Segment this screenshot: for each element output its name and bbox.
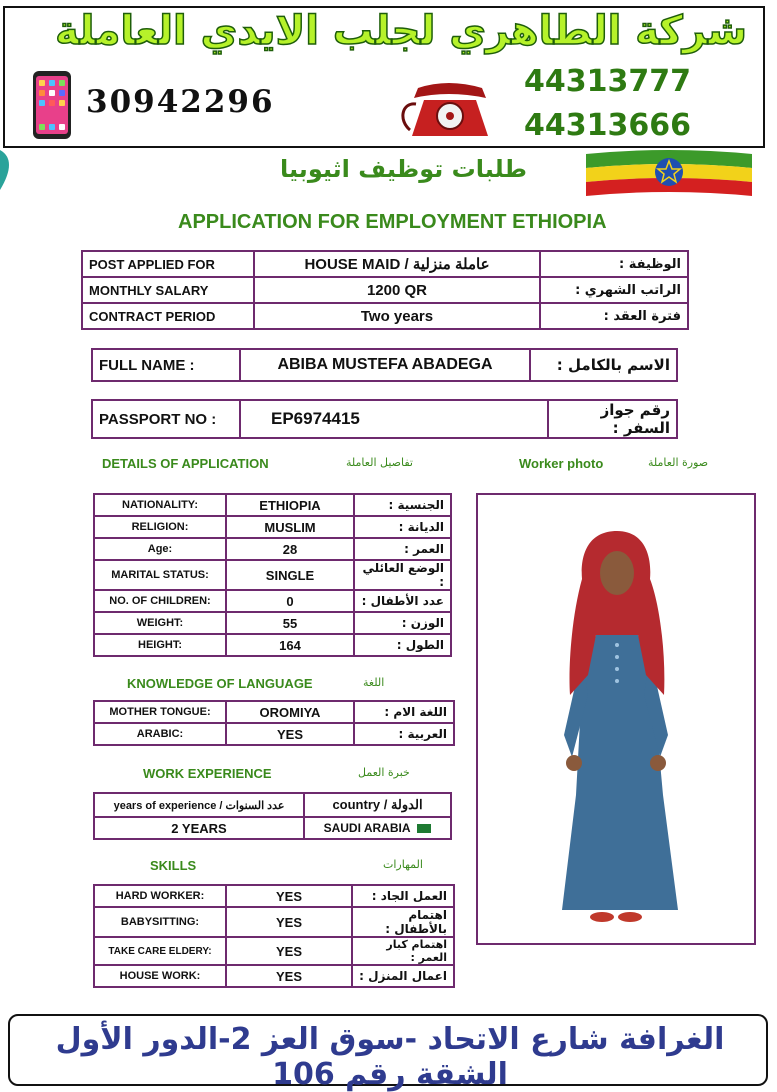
detail-label: RELIGION: [94,516,226,538]
detail-label: NO. OF CHILDREN: [94,590,226,612]
table-row [82,251,688,277]
details-table [93,493,452,657]
table-row [94,538,451,560]
table-row [94,516,451,538]
language-label: MOTHER TONGUE: [94,701,226,723]
language-heading: KNOWLEDGE OF LANGUAGE [127,676,313,691]
detail-label-arabic: الوضع العائلي : [354,560,451,590]
contract-label: CONTRACT PERIOD [82,303,254,329]
table-row [94,793,451,817]
details-heading: DETAILS OF APPLICATION [102,456,269,471]
detail-label: WEIGHT: [94,612,226,634]
skills-table [93,884,455,988]
details-heading-arabic: تفاصيل العاملة [346,456,413,469]
table-row [92,349,677,381]
table-row [94,701,454,723]
language-label-arabic: اللغة الام : [354,701,454,723]
detail-label-arabic: الجنسية : [354,494,451,516]
passport-value: EP6974415 [240,400,548,438]
experience-table [93,792,452,840]
landline-number-2: 44313666 [524,108,691,143]
skill-label: HARD WORKER: [94,885,226,907]
country-value-cell [304,817,451,839]
skill-label: TAKE CARE ELDERY: [94,937,226,965]
post-label: POST APPLIED FOR [82,251,254,277]
years-label: years of experience / عدد السنوات [94,793,304,817]
full-name-label: FULL NAME : [92,349,240,381]
skill-value: YES [226,965,352,987]
language-table [93,700,455,746]
skill-label-arabic: العمل الجاد : [352,885,454,907]
page-title-english: APPLICATION FOR EMPLOYMENT ETHIOPIA [178,211,607,233]
table-row [94,560,451,590]
mobile-number: 30942296 [86,84,275,120]
landline-number-1: 44313777 [524,64,691,99]
detail-label-arabic: الوزن : [354,612,451,634]
detail-value: 0 [226,590,354,612]
page-title-arabic: طلبات توظيف اثيوبيا [280,155,527,183]
table-row [94,937,454,965]
full-name-table [91,348,678,382]
skills-heading: SKILLS [150,858,197,873]
language-label: ARABIC: [94,723,226,745]
language-label-arabic: العربية : [354,723,454,745]
skill-value: YES [226,937,352,965]
ethiopia-flag-icon [586,150,752,196]
saudi-flag-icon [417,824,431,833]
table-row [94,723,454,745]
contract-value: Two years [254,303,540,329]
detail-value: 28 [226,538,354,560]
detail-label: Age: [94,538,226,560]
language-heading-arabic: اللغة [363,676,385,689]
skill-value: YES [226,907,352,937]
post-label-arabic: الوظيفة : [540,251,688,277]
company-name: شركة الطاهري لجلب الايدي العاملة [55,8,747,54]
table-row [94,590,451,612]
passport-label: PASSPORT NO : [92,400,240,438]
table-row [94,907,454,937]
mobile-phone-icon [32,70,72,140]
detail-label-arabic: العمر : [354,538,451,560]
full-name-label-arabic: الاسم بالكامل : [530,349,677,381]
detail-value: MUSLIM [226,516,354,538]
skill-label-arabic: اهتمام كبار العمر : [352,937,454,965]
skill-label-arabic: اهتمام بالأطفال : [352,907,454,937]
full-name-value: ABIBA MUSTEFA ABADEGA [240,349,530,381]
detail-value: 55 [226,612,354,634]
worker-figure-image [478,495,754,943]
skills-heading-arabic: المهارات [383,858,423,871]
table-row [94,885,454,907]
language-value: YES [226,723,354,745]
experience-heading-arabic: خبرة العمل [358,766,410,779]
passport-label-arabic: رقم جواز السفر : [548,400,677,438]
passport-table [91,399,678,439]
table-row [94,612,451,634]
corner-decoration [0,150,18,190]
skill-label: BABYSITTING: [94,907,226,937]
table-row [92,400,677,438]
detail-value: ETHIOPIA [226,494,354,516]
photo-heading-arabic: صورة العاملة [648,456,709,469]
footer-address: الغرافة شارع الاتحاد -سوق العز 2-الدور الأول الشقة رقم 106 [55,1022,725,1092]
table-row [94,494,451,516]
post-table [81,250,689,330]
detail-label-arabic: عدد الأطفال : [354,590,451,612]
experience-heading: WORK EXPERIENCE [143,766,272,781]
table-row [82,277,688,303]
country-label: country / الدولة [304,793,451,817]
skill-value: YES [226,885,352,907]
table-row [94,634,451,656]
salary-label: MONTHLY SALARY [82,277,254,303]
salary-value: 1200 QR [254,277,540,303]
skill-label: HOUSE WORK: [94,965,226,987]
post-value: HOUSE MAID / عاملة منزلية [254,251,540,277]
table-row [82,303,688,329]
telephone-icon [396,80,500,140]
table-row [94,965,454,987]
country-value: SAUDI ARABIA [323,821,411,835]
detail-value: 164 [226,634,354,656]
skill-label-arabic: اعمال المنزل : [352,965,454,987]
years-value: 2 YEARS [94,817,304,839]
table-row [94,817,451,839]
salary-label-arabic: الراتب الشهري : [540,277,688,303]
worker-photo [476,493,756,945]
detail-value: SINGLE [226,560,354,590]
detail-label-arabic: الديانة : [354,516,451,538]
detail-label: HEIGHT: [94,634,226,656]
photo-heading: Worker photo [519,456,604,471]
detail-label: MARITAL STATUS: [94,560,226,590]
contract-label-arabic: فترة العقد : [540,303,688,329]
detail-label: NATIONALITY: [94,494,226,516]
language-value: OROMIYA [226,701,354,723]
detail-label-arabic: الطول : [354,634,451,656]
